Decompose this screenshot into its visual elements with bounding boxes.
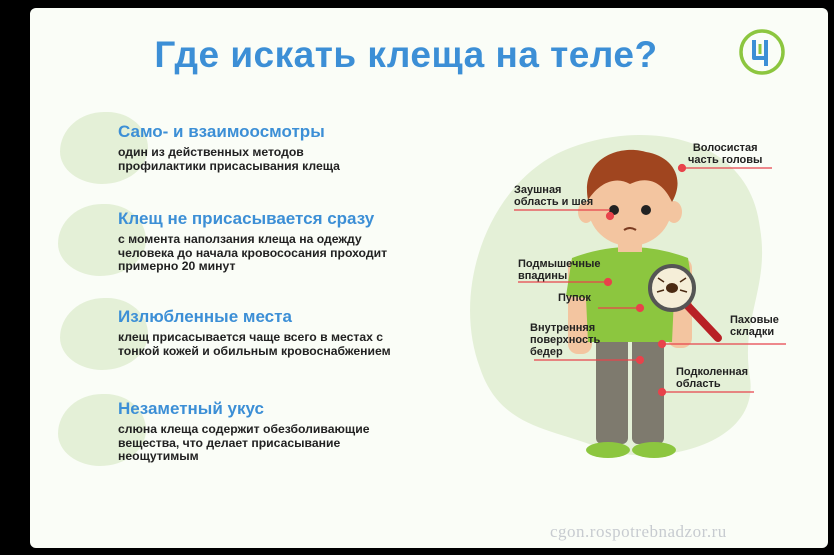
marker-knee — [659, 389, 666, 396]
info-item-not-immediate — [118, 209, 458, 274]
marker-thigh — [637, 357, 644, 364]
boy-figure-svg — [450, 118, 828, 478]
info-item-favorite-places — [118, 307, 458, 358]
tick-icon — [666, 283, 678, 293]
item-text: слюна клеща содержит обезболивающие вещества, что делает присасывание неощутимым — [118, 422, 370, 464]
boy-illustration — [450, 118, 828, 478]
left-leg — [596, 336, 628, 444]
label-navel: Пупок — [558, 292, 591, 304]
item-heading: Само- и взаимоосмотры — [118, 122, 325, 141]
right-ear — [666, 201, 682, 223]
marker-ear — [607, 213, 614, 220]
marker-scalp — [679, 165, 686, 172]
item-heading: Излюбленные места — [118, 307, 292, 326]
marker-navel — [637, 305, 644, 312]
infographic-card — [30, 8, 828, 548]
right-eye — [641, 205, 651, 215]
source-watermark: cgon.rospotrebnadzor.ru — [550, 522, 727, 541]
info-item-self-check — [118, 122, 458, 173]
label-ear: Заушная область и шея — [514, 184, 594, 208]
left-shoe — [586, 442, 630, 458]
label-thigh: Внутренняя поверхность бедер — [530, 322, 601, 358]
label-groin: Паховые складки — [730, 314, 779, 338]
label-armpit: Подмышечные впадины — [518, 258, 601, 282]
right-shoe — [632, 442, 676, 458]
label-scalp: Волосистая часть головы — [688, 142, 763, 166]
item-text: клещ присасывается чаще всего в местах с тонкой кожей и обильным кровоснабжением — [118, 330, 391, 358]
page-title: Где искать клеща на теле? — [154, 34, 658, 75]
label-knee: Подколенная область — [676, 366, 749, 390]
rospotrebnadzor-logo-icon — [738, 28, 786, 76]
item-heading: Клещ не присасывается сразу — [118, 209, 375, 228]
info-item-unnoticed-bite — [118, 399, 458, 464]
item-text: один из действенных методов профилактики присасывания клеща — [118, 145, 340, 173]
item-text: с момента наползания клеща на одежду человека до начала кровососания проходит примерно 20 минут — [118, 232, 388, 274]
marker-groin — [659, 341, 666, 348]
marker-armpit — [605, 279, 612, 286]
item-heading: Незаметный укус — [118, 399, 264, 418]
